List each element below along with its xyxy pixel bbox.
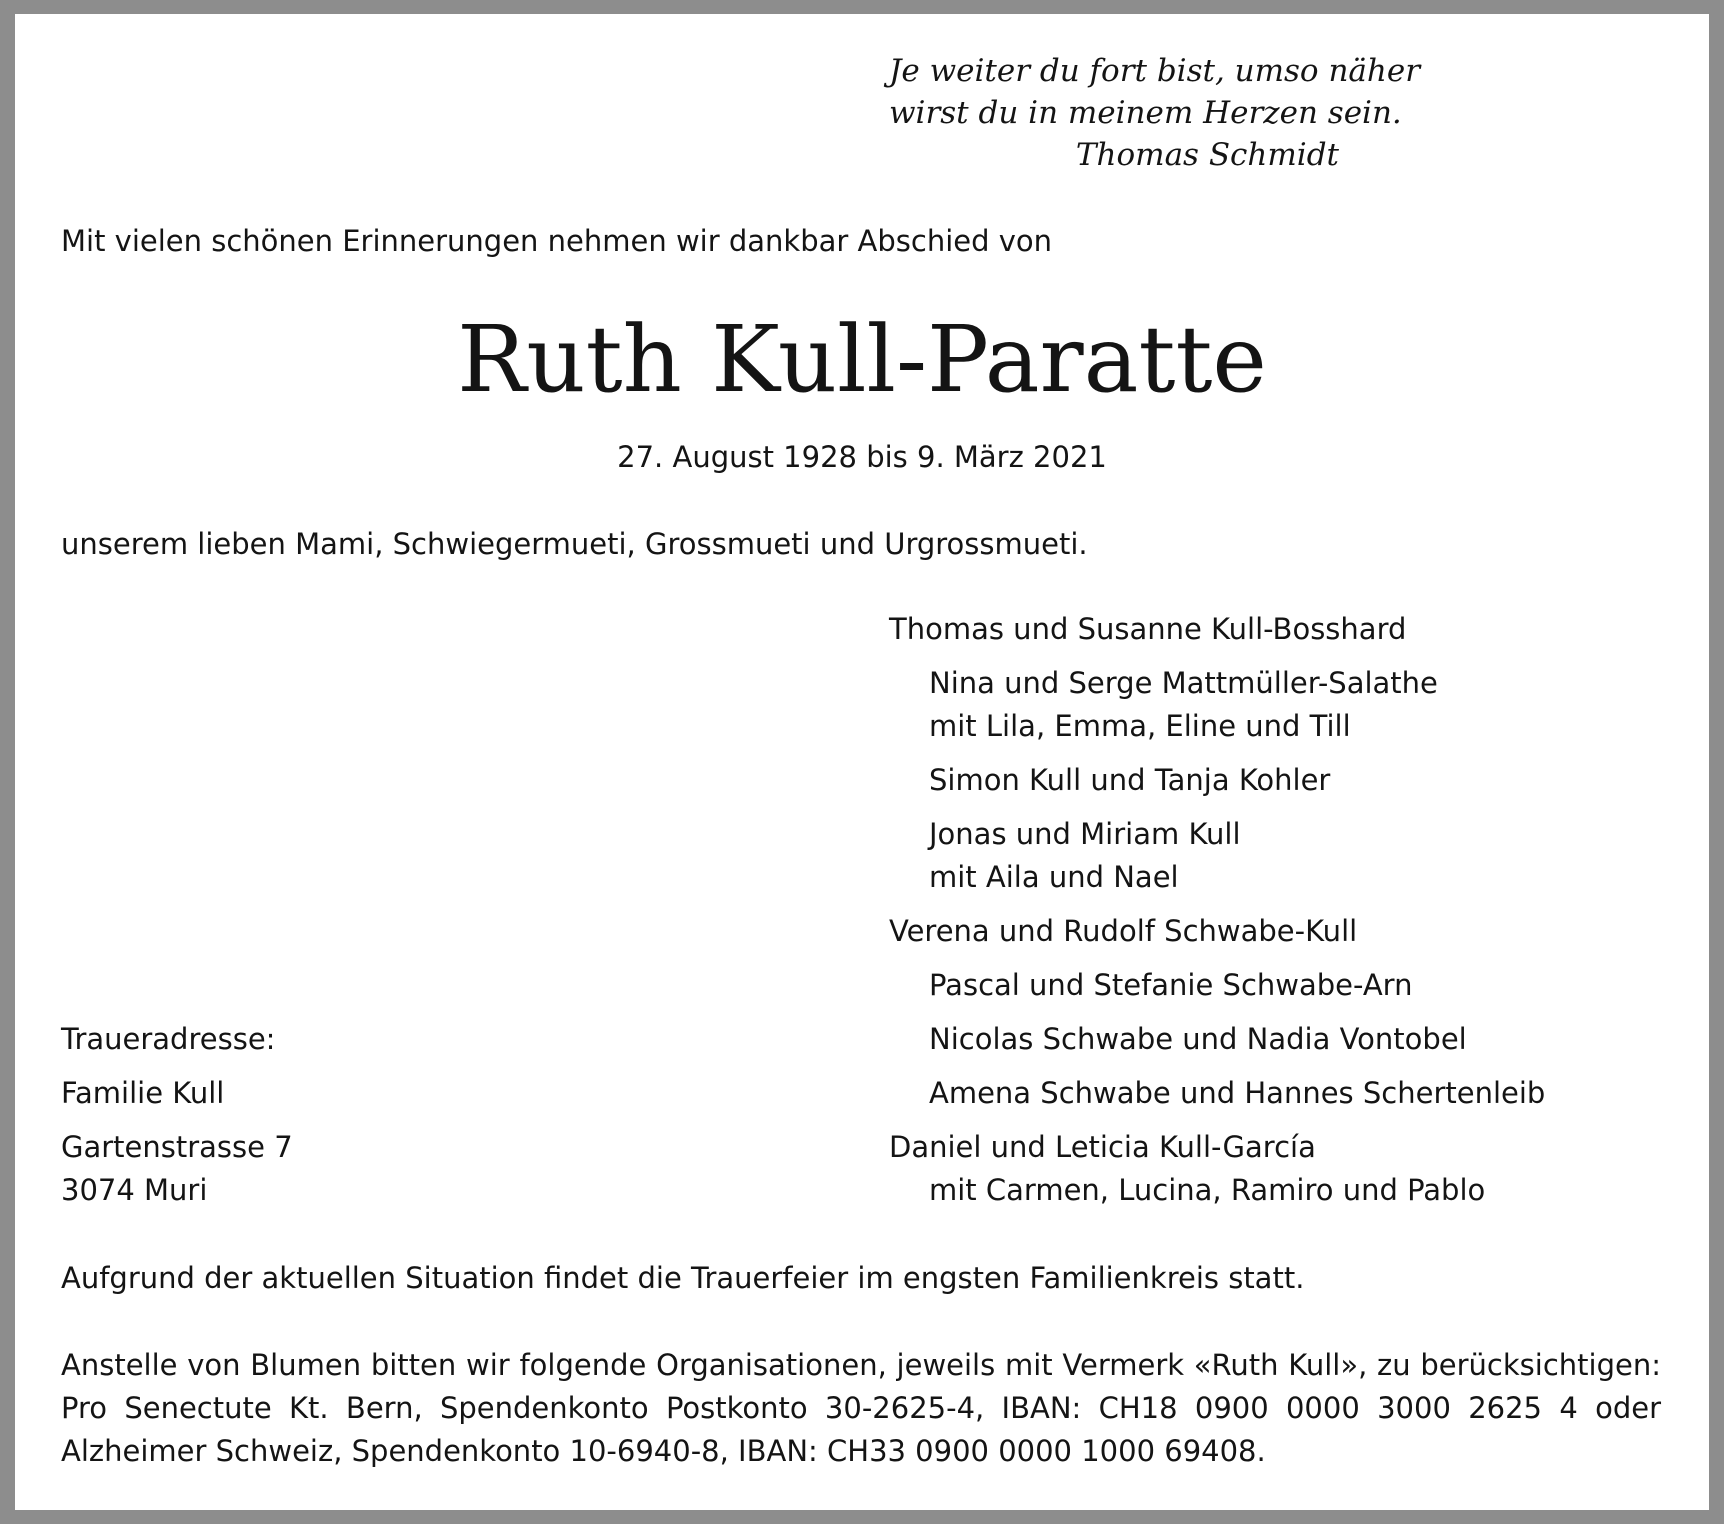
life-dates: 27. August 1928 bis 9. März 2021 — [617, 440, 1107, 474]
quote-line-2: wirst du in meinem Herzen sein. — [889, 95, 1402, 131]
mourner-line: Jonas und Miriam Kull — [929, 817, 1241, 851]
mourner-line: mit Aila und Nael — [929, 860, 1179, 894]
intro-text: Mit vielen schönen Erinnerungen nehmen wir dankbar Abschied von — [61, 224, 1053, 258]
donation-line-1: Anstelle von Blumen bitten wir folgende Organisationen, jeweils mit Vermerk «Ruth Kull», zu berücksichtigen: — [61, 1348, 1661, 1382]
address-city: 3074 Muri — [61, 1173, 208, 1207]
mourner-line: Verena und Rudolf Schwabe-Kull — [889, 914, 1358, 948]
ceremony-note: Aufgrund der aktuellen Situation findet die Trauerfeier im engsten Familienkreis statt. — [61, 1261, 1305, 1295]
mourner-line: mit Lila, Emma, Eline und Till — [929, 709, 1351, 743]
mourner-line: Thomas und Susanne Kull-Bosshard — [889, 612, 1407, 646]
donation-line-2: Pro Senectute Kt. Bern, Spendenkonto Postkonto 30-2625-4, IBAN: CH18 0900 0000 3000 2625 4 oder — [61, 1391, 1661, 1425]
address-label: Traueradresse: — [61, 1022, 276, 1056]
donation-line-3: Alzheimer Schweiz, Spendenkonto 10-6940-8, IBAN: CH33 0900 0000 1000 69408. — [61, 1434, 1266, 1468]
address-street: Gartenstrasse 7 — [61, 1130, 293, 1164]
mourner-line: Pascal und Stefanie Schwabe-Arn — [929, 968, 1413, 1002]
relation-text: unserem lieben Mami, Schwiegermueti, Grossmueti und Urgrossmueti. — [61, 527, 1088, 561]
mourner-line: Nicolas Schwabe und Nadia Vontobel — [929, 1022, 1467, 1056]
quote-author: Thomas Schmidt — [1075, 137, 1339, 173]
mourner-line: mit Carmen, Lucina, Ramiro und Pablo — [929, 1173, 1486, 1207]
mourner-line: Simon Kull und Tanja Kohler — [929, 763, 1331, 797]
mourner-line: Amena Schwabe und Hannes Schertenleib — [929, 1076, 1546, 1110]
address-family: Familie Kull — [61, 1076, 225, 1110]
deceased-name: Ruth Kull-Paratte — [457, 306, 1267, 413]
quote-line-1: Je weiter du fort bist, umso näher — [889, 53, 1421, 89]
mourner-line: Daniel und Leticia Kull-García — [889, 1130, 1316, 1164]
mourner-line: Nina und Serge Mattmüller-Salathe — [929, 666, 1438, 700]
obituary-notice — [15, 14, 1709, 1510]
